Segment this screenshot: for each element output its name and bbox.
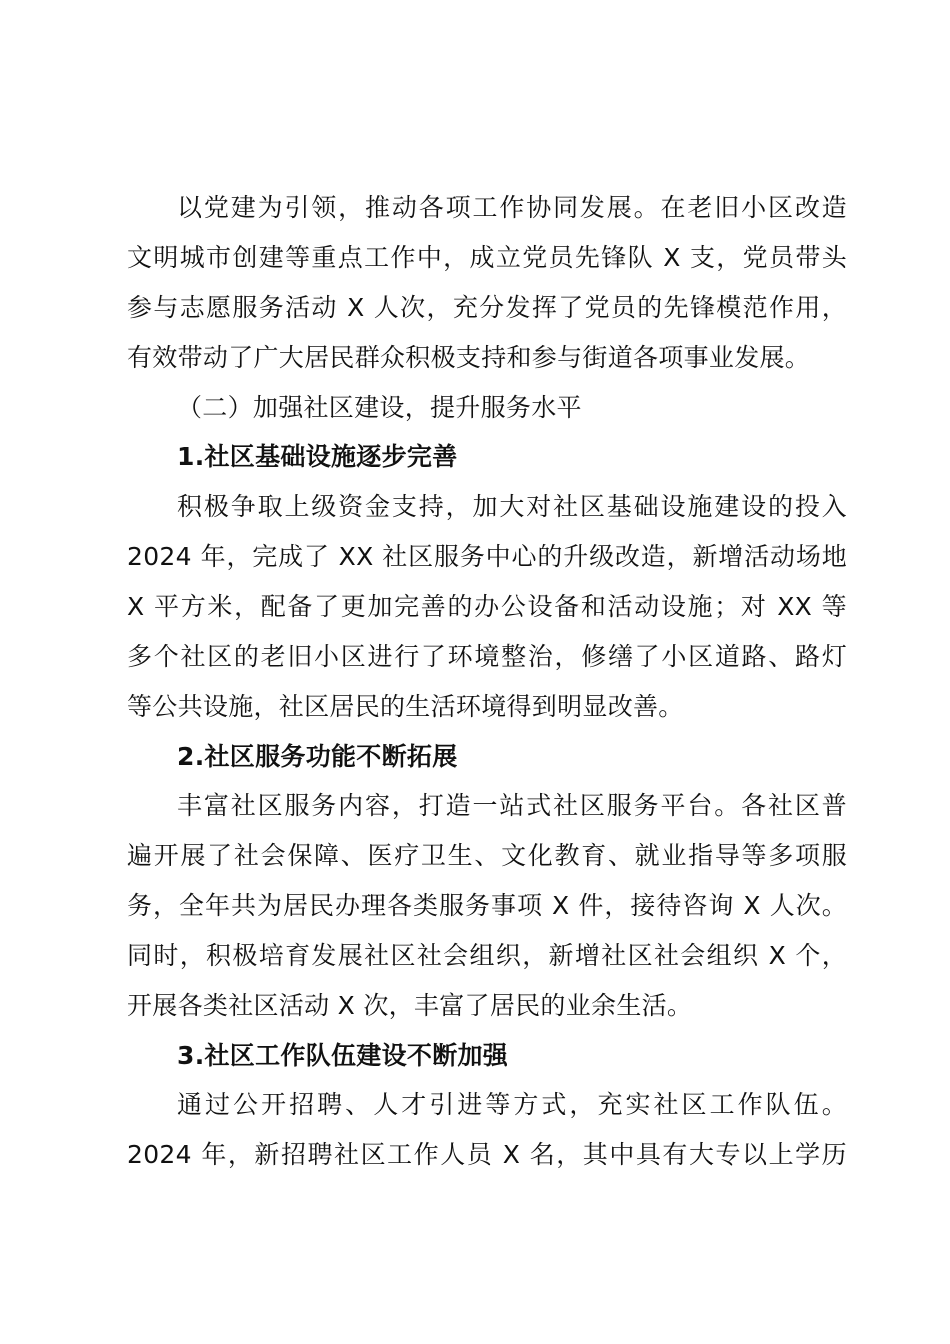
section-heading: （二）加强社区建设，提升服务水平: [177, 393, 582, 422]
paragraph-line: 多个社区的老旧小区进行了环境整治，修缮了小区道路、路灯: [127, 642, 847, 671]
paragraph-line: 开展各类社区活动 X 次，丰富了居民的业余生活。: [127, 991, 693, 1020]
paragraph-line: X 平方米，配备了更加完善的办公设备和活动设施；对 XX 等: [127, 592, 847, 621]
subsection-heading: 3.社区工作队伍建设不断加强: [177, 1041, 509, 1070]
paragraph-line: 2024 年，新招聘社区工作人员 X 名，其中具有大专以上学历: [127, 1140, 847, 1169]
paragraph-line: 有效带动了广大居民群众积极支持和参与街道各项事业发展。: [127, 343, 811, 372]
paragraph-line: 通过公开招聘、人才引进等方式，充实社区工作队伍。: [177, 1090, 847, 1119]
paragraph-line: 遍开展了社会保障、医疗卫生、文化教育、就业指导等多项服: [127, 841, 847, 870]
paragraph-line: 以党建为引领，推动各项工作协同发展。在老旧小区改造: [177, 193, 847, 222]
subsection-heading: 1.社区基础设施逐步完善: [177, 442, 458, 471]
paragraph-line: 等公共设施，社区居民的生活环境得到明显改善。: [127, 692, 684, 721]
paragraph-line: 务，全年共为居民办理各类服务事项 X 件，接待咨询 X 人次。: [127, 891, 847, 920]
paragraph-line: 参与志愿服务活动 X 人次，充分发挥了党员的先锋模范作用，: [127, 293, 847, 322]
paragraph-line: 文明城市创建等重点工作中，成立党员先锋队 X 支，党员带头: [127, 243, 847, 272]
subsection-heading: 2.社区服务功能不断拓展: [177, 742, 458, 771]
paragraph-line: 积极争取上级资金支持，加大对社区基础设施建设的投入: [177, 492, 847, 521]
paragraph-line: 同时，积极培育发展社区社会组织，新增社区社会组织 X 个，: [127, 941, 847, 970]
paragraph-line: 丰富社区服务内容，打造一站式社区服务平台。各社区普: [177, 791, 847, 820]
paragraph-line: 2024 年，完成了 XX 社区服务中心的升级改造，新增活动场地: [127, 542, 847, 571]
